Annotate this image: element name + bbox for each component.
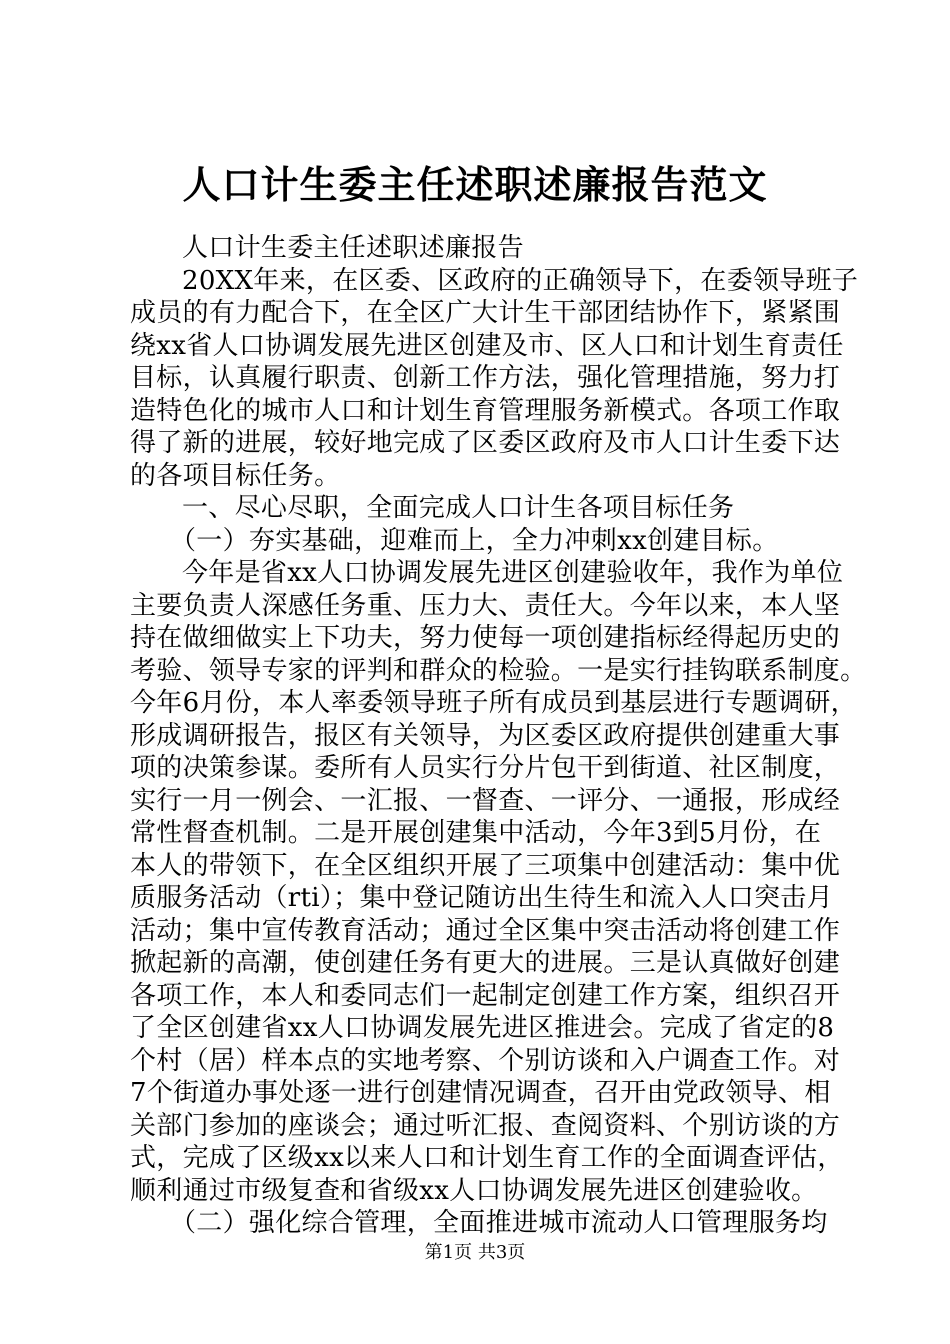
paragraph-line: 目标，认真履行职责、创新工作方法，强化管理措施，努力打	[130, 363, 841, 393]
paragraph-line: 绕xx省人口协调发展先进区创建及市、区人口和计划生育责任	[130, 330, 844, 361]
paragraph-line: 了全区创建省xx人口协调发展先进区推进会。完成了省定的8	[130, 1013, 835, 1043]
paragraph-line: 持在做细做实上下功夫，努力使每一项创建指标经得起历史的	[130, 623, 841, 653]
paragraph-line: 实行一月一例会、一汇报、一督查、一评分、一通报，形成经	[130, 785, 841, 816]
paragraph-line: 形成调研报告，报区有关领导，为区委区政府提供创建重大事	[130, 720, 841, 751]
paragraph-line: 造特色化的城市人口和计划生育管理服务新模式。各项工作取	[130, 395, 841, 426]
paragraph-line: 成员的有力配合下，在全区广大计生干部团结协作下，紧紧围	[130, 298, 841, 328]
paragraph-line: 活动；集中宣传教育活动；通过全区集中突击活动将创建工作	[130, 915, 841, 946]
subtitle-line: 人口计生委主任述职述廉报告	[182, 233, 524, 263]
paragraph-line: 今年是省xx人口协调发展先进区创建验收年，我作为单位	[182, 558, 844, 588]
paragraph-line: 7个街道办事处逐一进行创建情况调查，召开由党政领导、相	[130, 1078, 831, 1108]
paragraph-line: 今年6月份，本人率委领导班子所有成员到基层进行专题调研，	[130, 688, 857, 718]
paragraph-line: 关部门参加的座谈会；通过听汇报、查阅资料、个别访谈的方	[130, 1110, 841, 1141]
paragraph-line: 考验、领导专家的评判和群众的检验。一是实行挂钩联系制度。	[130, 655, 867, 686]
paragraph-line: 项的决策参谋。委所有人员实行分片包干到街道、社区制度，	[130, 753, 841, 783]
paragraph-line: 本人的带领下，在全区组织开展了三项集中创建活动：集中优	[130, 850, 841, 881]
paragraph-line: 常性督查机制。二是开展创建集中活动，今年3到5月份，在	[130, 818, 822, 848]
paragraph-line: 20XX年来，在区委、区政府的正确领导下，在委领导班子	[182, 265, 859, 296]
page-footer: 第1页 共3页	[424, 1242, 526, 1263]
paragraph-line: 掀起新的高潮，使创建任务有更大的进展。三是认真做好创建	[130, 948, 841, 978]
paragraph-line: 个村（居）样本点的实地考察、个别访谈和入户调查工作。对	[130, 1045, 841, 1076]
subsection-heading: （一）夯实基础，迎难而上，全力冲刺xx创建目标。	[170, 525, 779, 556]
paragraph-line: 各项工作，本人和委同志们一起制定创建工作方案，组织召开	[130, 980, 841, 1011]
document-body	[130, 232, 867, 1240]
paragraph-line: 式，完成了区级xx以来人口和计划生育工作的全面调查评估，	[130, 1143, 844, 1173]
paragraph-line: 顺利通过市级复查和省级xx人口协调发展先进区创建验收。	[130, 1175, 818, 1206]
paragraph-line: 质服务活动（rti）；集中登记随访出生待生和流入人口突击月	[130, 883, 833, 913]
section-heading: 一、尽心尽职，全面完成人口计生各项目标任务	[182, 493, 735, 523]
subsection-heading: （二）强化综合管理，全面推进城市流动人口管理服务均	[170, 1208, 828, 1238]
paragraph-line: 得了新的进展，较好地完成了区委区政府及市人口计生委下达	[130, 428, 841, 458]
page-title: 人口计生委主任述职述廉报告范文	[182, 162, 768, 207]
paragraph-line: 主要负责人深感任务重、压力大、责任大。今年以来，本人坚	[130, 590, 841, 621]
paragraph-line: 的各项目标任务。	[130, 460, 341, 491]
